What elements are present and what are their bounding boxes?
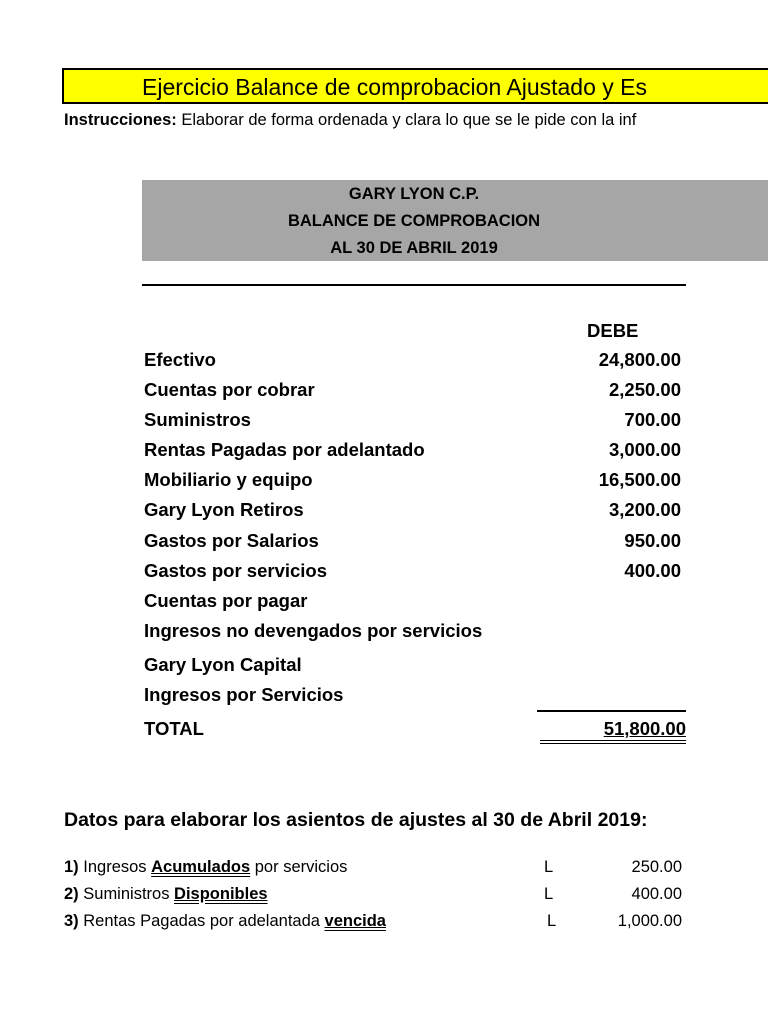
account-name: Cuentas por pagar [144,590,308,611]
adjustment-keyword: vencida [324,912,386,930]
account-name: Suministros [144,409,251,430]
account-name: Ingresos no devengados por servicios [144,620,483,641]
account-debe: 24,800.00 [598,349,681,370]
account-debe: 950.00 [624,530,681,551]
account-name: Rentas Pagadas por adelantado [144,439,425,460]
account-name: Gary Lyon Capital [144,654,302,675]
account-name: Mobiliario y equipo [144,469,313,490]
account-name: Gastos por servicios [144,560,328,581]
adjustment-amount: 1,000.00 [617,912,682,930]
account-debe: 3,000.00 [608,439,681,460]
adjustments-title: Datos para elaborar los asientos de ajustes al 30 de Abril 2019: [64,809,648,831]
adjustment-keyword: Disponibles [174,885,268,903]
account-debe: 700.00 [624,409,681,430]
adjustment-text: Ingresos [78,858,152,876]
total-rule [537,710,686,712]
account-name: Cuentas por cobrar [144,379,315,400]
account-name: Gastos por Salarios [144,530,319,551]
exercise-title-banner [62,68,768,104]
total-value: 51,800.00 [603,718,686,739]
account-debe: 2,250.00 [608,379,681,400]
account-name: Ingresos por Servicios [144,684,344,705]
instructions [64,111,636,130]
account-debe: 16,500.00 [598,469,681,490]
report-date: AL 30 DE ABRIL 2019 [330,239,498,257]
adjustment-item [64,912,386,931]
adjustment-item [64,885,268,904]
company-name: GARY LYON C.P. [348,185,480,203]
column-header-debe: DEBE [587,320,639,341]
account-name: Efectivo [144,349,216,370]
account-debe: 3,200.00 [608,499,681,520]
instructions-label: Instrucciones: [64,111,177,129]
adjustment-keyword: Acumulados [151,858,251,876]
adjustment-text-end: por servicios [250,858,348,876]
adjustment-column: L [544,885,554,903]
instructions-text: Elaborar de forma ordenada y clara lo que se le pide con la inf [176,111,637,129]
adjustment-number: 3) [64,912,79,930]
adjustment-column: L [544,858,554,876]
report-name: BALANCE DE COMPROBACION [287,212,541,230]
adjustment-text: Rentas Pagadas por adelantada [78,912,325,930]
total-amount [540,718,686,744]
adjustment-item [64,858,347,877]
adjustment-number: 2) [64,885,79,903]
adjustment-column: L [547,912,557,930]
account-debe: 400.00 [624,560,681,581]
exercise-title: Ejercicio Balance de comprobacion Ajustado y Es [142,74,648,100]
adjustment-text: Suministros [78,885,175,903]
total-label: TOTAL [144,718,204,739]
adjustment-amount: 400.00 [631,885,682,903]
header-divider [142,284,686,286]
adjustment-number: 1) [64,858,79,876]
adjustment-amount: 250.00 [631,858,682,876]
account-name: Gary Lyon Retiros [144,499,304,520]
